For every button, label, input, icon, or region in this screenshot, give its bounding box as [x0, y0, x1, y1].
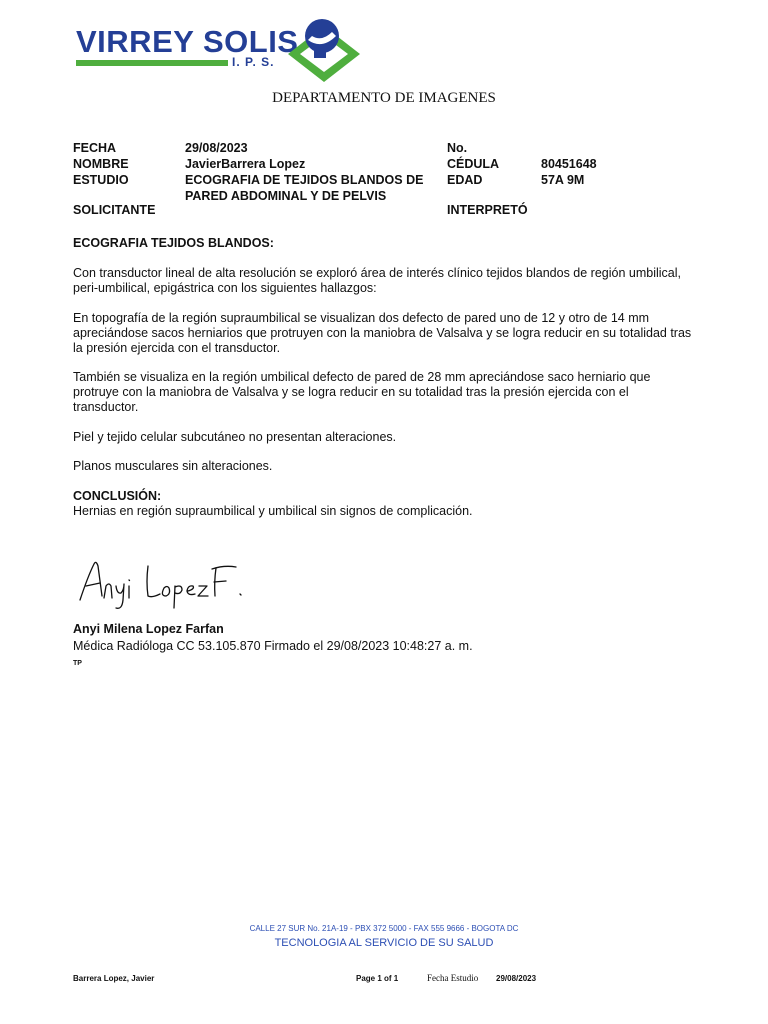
logo-subtitle: I. P. S. — [232, 55, 275, 69]
cedula-label: CÉDULA — [447, 157, 500, 171]
department-title: DEPARTAMENTO DE IMAGENES — [272, 90, 496, 106]
solicitante-label: SOLICITANTE — [73, 203, 156, 217]
footer-address: CALLE 27 SUR No. 21A-19 - PBX 372 5000 - FAX 555 9666 - BOGOTA DC — [249, 924, 519, 933]
conclusion-title: CONCLUSIÓN: — [73, 489, 162, 503]
conclusion-text: Hernias en región supraumbilical y umbilical sin signos de complicación. — [73, 504, 473, 518]
footer-slogan: TECNOLOGIA AL SERVICIO DE SU SALUD — [274, 937, 494, 949]
paragraph-1: Con transductor lineal de alta resolución se exploró área de interés clínico tejidos blandos de región umbilical, peri-umbilical, epigástrica con los siguientes hallazgos: — [73, 266, 681, 295]
paragraph-5: Planos musculares sin alteraciones. — [73, 459, 273, 473]
estudio-value: ECOGRAFIA DE TEJIDOS BLANDOS DE PARED ABDOMINAL Y DE PELVIS — [185, 173, 424, 203]
paragraph-4: Piel y tejido celular subcutáneo no presentan alteraciones. — [73, 430, 397, 444]
estudio-label: ESTUDIO — [73, 173, 129, 187]
interpreto-label: INTERPRETÓ — [447, 203, 528, 217]
paragraph-3: También se visualiza en la región umbilical defecto de pared de 28 mm apreciándose saco herniario que protruye con la maniobra de Valsalva y se logra reducir en su totalidad tras la presión ejercida con el transductor. — [73, 370, 651, 414]
nombre-label: NOMBRE — [73, 157, 129, 171]
paragraph-2: En topografía de la región supraumbilical se visualizan dos defecto de pared uno de 12 y otro de 14 mm apreciándose sacos herniarios que protruyen con la maniobra de Valsalva y se logra reducir en su totalidad tras la presión ejercida con el transductor. — [73, 311, 692, 355]
footer-fecha-estudio-label: Fecha Estudio — [427, 973, 479, 983]
footer-fecha-estudio-value: 29/08/2023 — [496, 974, 537, 983]
logo-wordmark: VIRREY SOLIS — [76, 24, 299, 59]
no-label: No. — [447, 141, 468, 155]
tp-label: TP — [73, 660, 82, 667]
handwritten-signature — [76, 556, 256, 616]
edad-label: EDAD — [447, 173, 483, 187]
section-title: ECOGRAFIA TEJIDOS BLANDOS: — [73, 236, 274, 250]
footer-patient-name: Barrera Lopez, Javier — [73, 974, 155, 983]
cedula-value: 80451648 — [541, 157, 597, 171]
nombre-value: JavierBarrera Lopez — [185, 157, 306, 171]
signer-name: Anyi Milena Lopez Farfan — [73, 622, 224, 636]
logo-underline — [76, 60, 228, 66]
edad-value: 57A 9M — [541, 173, 585, 187]
signer-credentials: Médica Radióloga CC 53.105.870 Firmado el 29/08/2023 10:48:27 a. m. — [73, 639, 473, 653]
footer-page-number: Page 1 of 1 — [356, 974, 399, 983]
fecha-value: 29/08/2023 — [185, 141, 248, 155]
logo-emblem-icon — [284, 16, 364, 84]
fecha-label: FECHA — [73, 141, 117, 155]
